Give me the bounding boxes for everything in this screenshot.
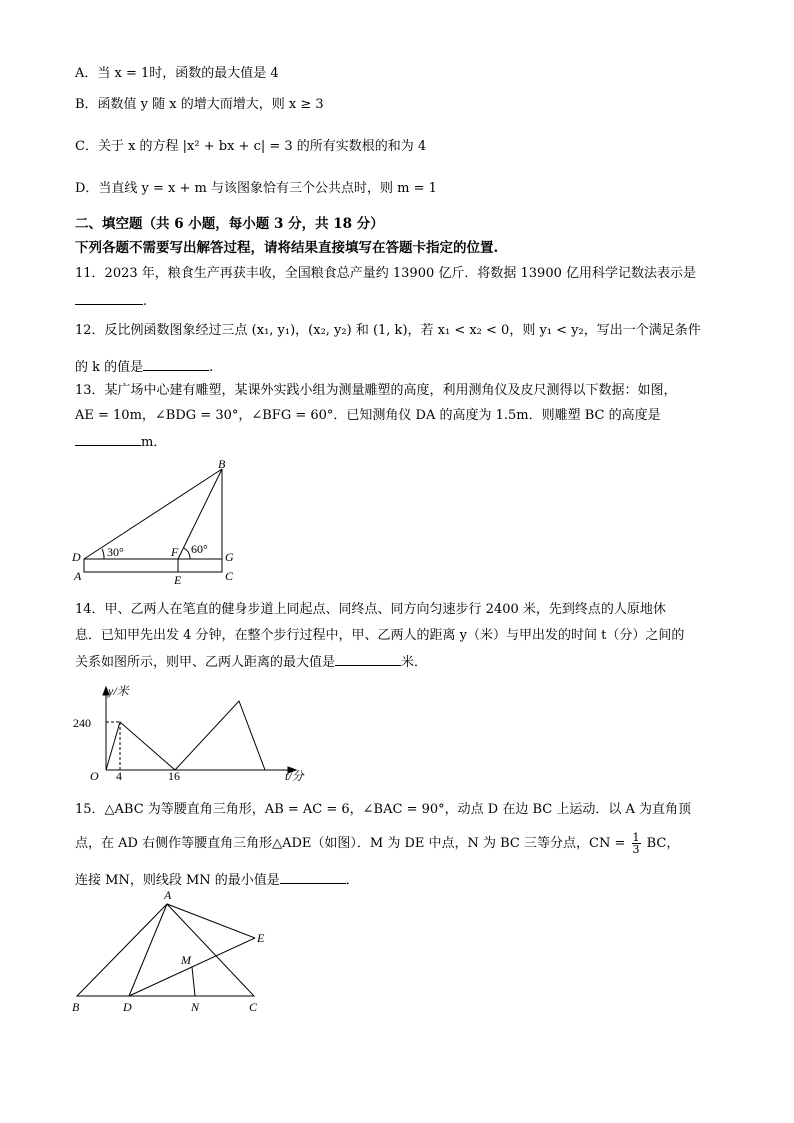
q14-label-240: 240 [73,716,91,730]
q12-end: . [209,360,214,375]
q12-line2: 的 k 的值是 [75,360,144,375]
q15-line2-post: BC， [646,836,680,851]
q13-angle-60: 60° [191,542,208,556]
section-title: 二、填空题（共 6 小题，每小题 3 分，共 18 分） [75,216,384,232]
q14-text-1: 14．甲、乙两人在笔直的健身步道上同起点、同终点、同方向匀速步行 2400 米，先到终点的人原地休 [75,602,666,617]
q15-line-ae [167,904,255,938]
q13-arc-60 [184,548,190,559]
q15-text-2 [75,832,679,855]
answer-blank[interactable] [75,433,141,446]
answer-blank[interactable] [143,358,209,371]
q14-figure [70,682,320,787]
q13-label-e: E [174,573,182,587]
answer-blank[interactable] [280,871,346,884]
q14-ylabel: y/米 [108,684,129,698]
q15-label-c: C [249,1000,258,1014]
q12-answer-line [75,358,213,376]
q15-frac-num: 1 [632,831,640,844]
q14-text-2: 息．已知甲先出发 4 分钟，在整个步行过程中，甲、乙两人的距离 y（米）与甲出发的时间 t（分）之间的 [75,628,685,643]
q13-label-d: D [72,550,81,564]
q11-text: 11．2023 年，粮食生产再获丰收，全国粮食总产量约 13900 亿斤．将数据 13900 亿用科学记数法表示是 [75,266,696,281]
q11-answer-line [75,292,147,310]
q13-label-g: G [225,550,234,564]
q14-label-4: 4 [116,769,122,783]
q15-line2: 点，在 AD 右侧作等腰直角三角形△ADE（如图）．M 为 DE 中点，N 为 BC 三等分点，CN = [75,836,626,851]
q15-label-n: N [191,1000,200,1014]
q13-ground-rect [84,559,222,572]
q13-label-c: C [225,569,234,583]
q14-label-16: 16 [168,769,180,783]
option-b: B．函数值 y 随 x 的增大而增大，则 x ≥ 3 [75,97,324,112]
q13-label-b: B [218,457,226,471]
q13-figure [60,455,250,585]
q15-text-1: 15．△ABC 为等腰直角三角形，AB = AC = 6，∠BAC = 90°，动点 D 在边 BC 上运动．以 A 为直角顶 [75,802,691,817]
q15-figure [66,885,286,1020]
answer-blank[interactable] [75,292,143,305]
q15-triangle-abc [77,904,254,996]
option-a: A．当 x = 1时，函数的最大值是 4 [75,66,279,81]
option-c: C．关于 x 的方程 |x² + bx + c| = 3 的所有实数根的和为 4 [75,139,427,154]
q15-end: ． [345,873,359,888]
q15-line-mn [192,967,195,996]
q13-arc-30 [102,549,104,559]
q14-end: 米． [401,655,428,670]
q13-text-2: AE = 10m，∠BDG = 30°，∠BFG = 60°．已知测角仪 DA 的高度为 1.5m．则雕塑 BC 的高度是 [75,408,661,423]
option-d: D．当直线 y = x + m 与该图象恰有三个公共点时，则 m = 1 [75,181,437,196]
q13-answer-line [75,433,166,451]
q15-label-e: E [257,931,265,945]
q13-end: m． [141,435,167,450]
section-instruction: 下列各题不需要写出解答过程，请将结果直接填写在答题卡指定的位置. [75,240,499,256]
q14-line3: 关系如图所示，则甲、乙两人距离的最大值是 [75,655,336,670]
q15-fraction [632,832,641,855]
q13-angle-30: 30° [107,545,124,559]
q14-graph [106,701,265,770]
q15-line-ad [129,904,167,996]
q15-label-m: M [181,953,191,967]
q13-text-1: 13．某广场中心建有雕塑，某课外实践小组为测量雕塑的高度，利用测角仪及皮尺测得以下数据：如图， [75,383,677,398]
q13-label-f: F [171,545,179,559]
q14-answer-line [75,653,427,671]
q13-label-a: A [74,569,82,583]
q14-xlabel: t/分 [285,769,304,783]
q15-line3: 连接 MN，则线段 MN 的最小值是 [75,873,280,888]
q15-label-d: D [123,1000,132,1014]
q14-label-o: O [90,769,99,783]
q15-label-b: B [72,1000,80,1014]
q11-end: . [143,294,148,309]
q15-frac-den: 3 [632,843,640,856]
q15-label-a: A [164,888,172,902]
answer-blank[interactable] [335,653,401,666]
q12-text: 12．反比例函数图象经过三点 (x₁, y₁)，(x₂, y₂) 和 (1, k)，若 x₁ < x₂ < 0，则 y₁ < y₂，写出一个满足条件 [75,323,701,338]
